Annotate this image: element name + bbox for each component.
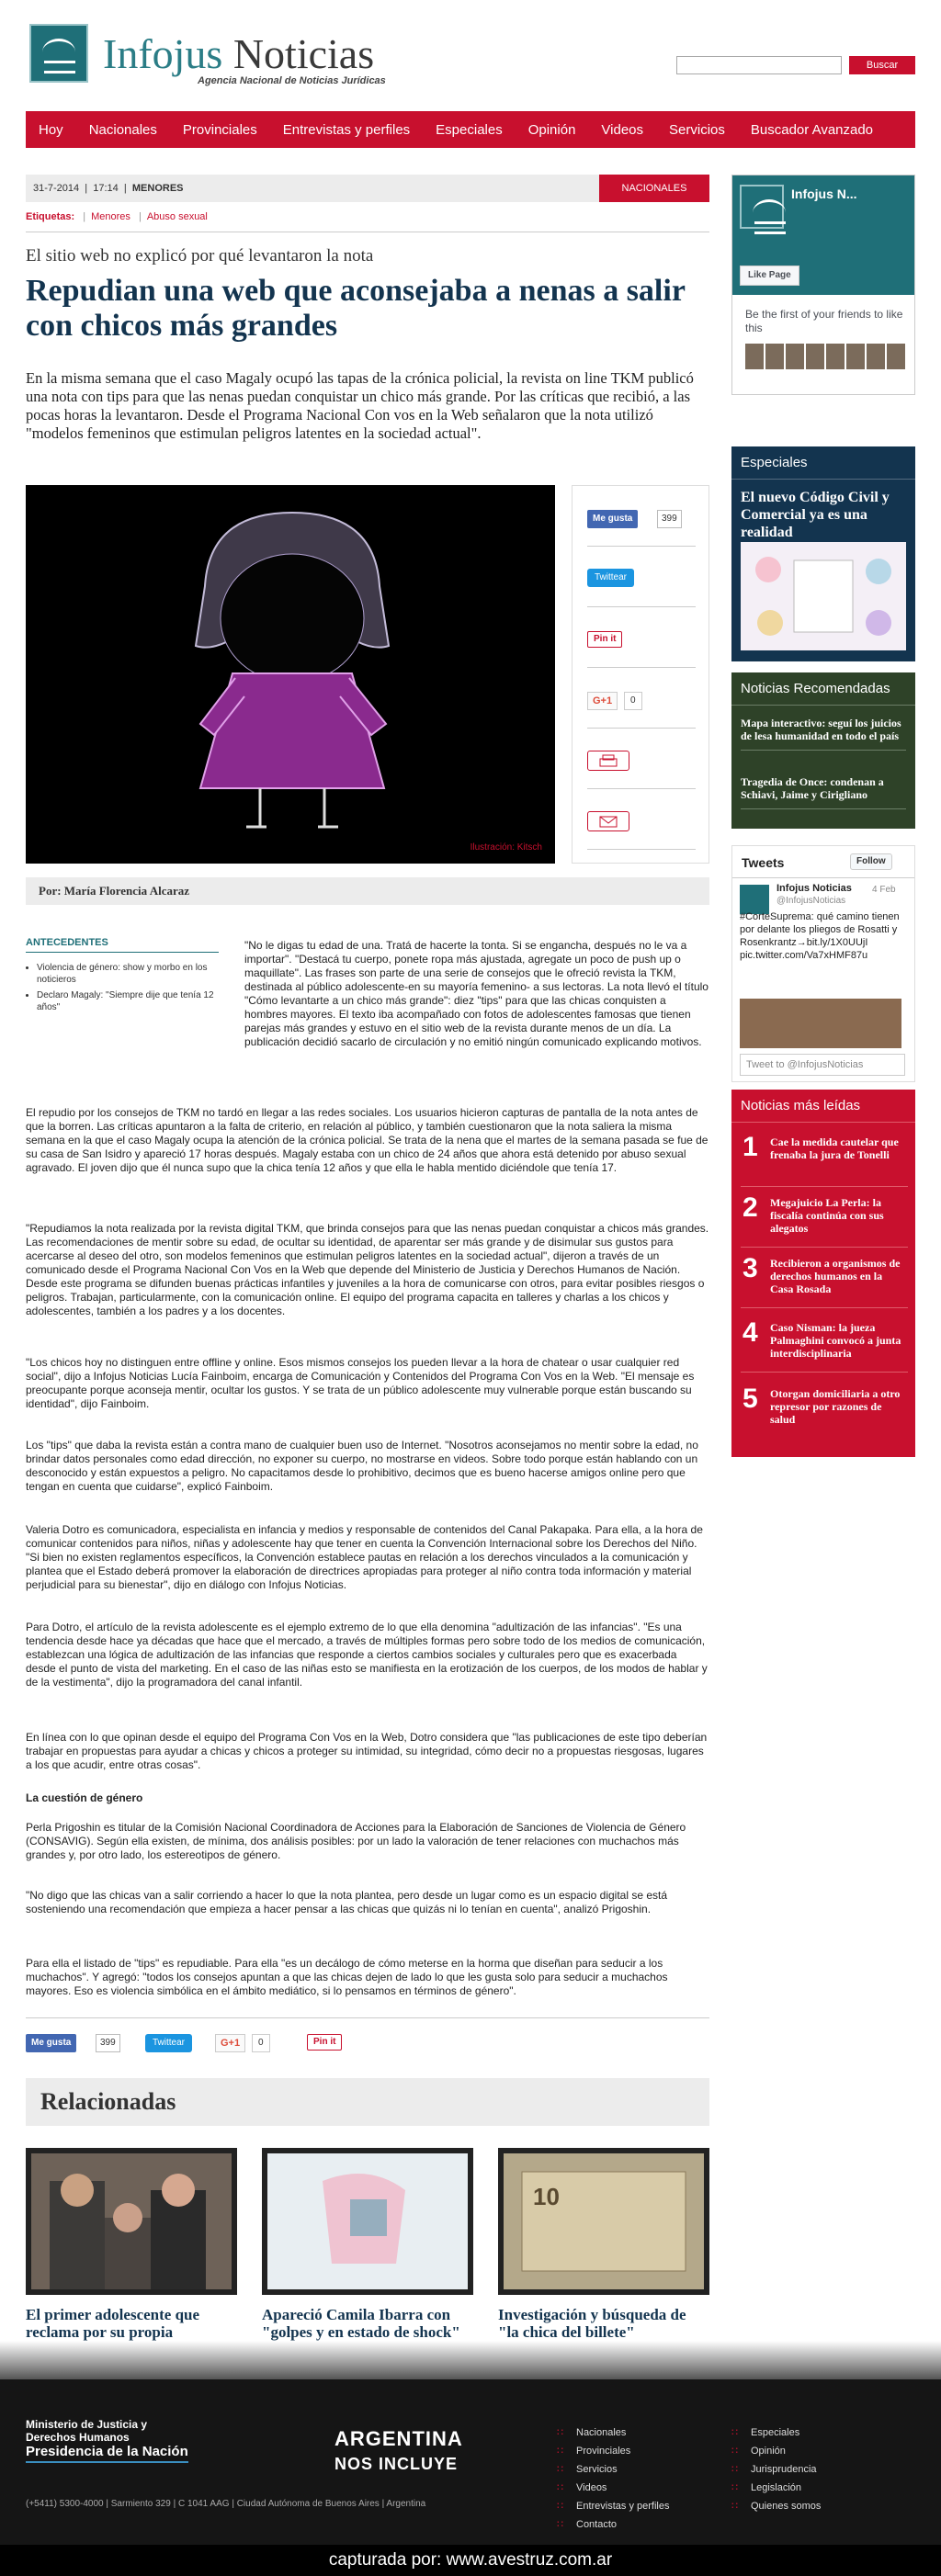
body-paragraph: Para Dotro, el artículo de la revista adolescente es el ejemplo extremo de lo que ella denomina "adultización de las infancias". "Es una tendencia desde hace ya décadas que hace que el mercado, a través de múltiples formas pero sobre todo de los medios de comunicación, establezcan una lógica de adultización de las infancias que responde a ciertos cambios sociales y culturales pero que es exacerbada desde el punto de vista del marketing. En el caso de las niñas esto se manifiesta en la erotización de los cuerpos, de los modos de hablar y de la vestimenta", dijo la programadora del canal infantil. bbox=[26, 1621, 708, 1689]
share-row-print bbox=[587, 729, 696, 789]
related-antecedentes bbox=[26, 937, 219, 1017]
tags-label: Etiquetas: bbox=[26, 211, 75, 222]
nav-item-buscador[interactable]: Buscador Avanzado bbox=[750, 121, 874, 138]
body-paragraph: El repudio por los consejos de TKM no tardó en llegar a las redes sociales. Los usuarios hicieron capturas de pantalla de la nota antes de que la borren. Las críticas apuntaron a la falta de criterio, en relación al público, y también cuestionaron que la nota saliera la misma semana en la que el caso Magaly ocupa la atención de la crónica policial. Se trata de la nena que el martes de la semana pasada se fue de su casa de San Isidro y apareció 17 horas después. Magaly estaba con un chico de 24 años que ahora está detenido por abuso sexual agravado. El joven dijo que él nunca supo que la chica tenía 12 años y que ella le habla mentido diciéndole que tenía 17. bbox=[26, 1106, 709, 1174]
footer-argentina: ARGENTINA bbox=[334, 2427, 463, 2450]
section-badge[interactable]: NACIONALES bbox=[599, 175, 709, 202]
facebook-page-name[interactable]: Infojus N... bbox=[791, 186, 857, 201]
twitter-widget bbox=[731, 845, 915, 1082]
print-icon[interactable] bbox=[587, 751, 629, 771]
especiales-image[interactable] bbox=[741, 542, 906, 650]
nav-item-entrevistas[interactable]: Entrevistas y perfiles bbox=[282, 121, 411, 138]
mas-leida-item[interactable]: 5 Otorgan domiciliaria a otro represor por razones de salud bbox=[743, 1384, 901, 1426]
twitter-follow-button[interactable]: Follow bbox=[850, 853, 892, 870]
email-icon[interactable] bbox=[587, 811, 629, 831]
tweets-title: Tweets bbox=[742, 855, 785, 870]
facebook-like-button[interactable]: Me gusta bbox=[26, 2034, 76, 2052]
googleplus-count: 0 bbox=[252, 2034, 270, 2052]
facebook-page-cover[interactable] bbox=[732, 175, 914, 295]
footer-link[interactable]: ∷ Legislación bbox=[731, 2482, 801, 2493]
share-row-pinterest bbox=[587, 607, 696, 668]
related-link[interactable]: • Declaro Magaly: "Siempre dije que tenía 12 años" bbox=[37, 989, 219, 1013]
googleplus-button[interactable]: G+1 bbox=[215, 2034, 245, 2052]
tag-link[interactable]: Menores bbox=[91, 211, 130, 222]
article-time: 17:14 bbox=[93, 183, 119, 194]
facebook-like-count: 399 bbox=[96, 2034, 120, 2052]
article-headline: Repudian una web que aconsejaba a nenas a salir con chicos más grandes bbox=[26, 274, 686, 343]
body-paragraph: Valeria Dotro es comunicadora, especialista en infancia y medios y responsable de contenidos del Canal Pakapaka. Para ella, a la hora de comunicar contenidos para niños, niñas y adolescente hay que tener en cuenta la Convención Internacional sobre los Derechos del Niño. "Si bien no existen reglamentos específicos, la Convención establece pautas en relación a los derechos vinculados a la comunicación y plantea que el Estado deberá promover la elaboración de directrices apropiadas para proteger al niño contra toda información y material perjudicial para su bienestar", dijo en diálogo con Infojus Noticias. bbox=[26, 1523, 703, 1591]
footer bbox=[0, 2379, 941, 2545]
tweet-author-name[interactable]: Infojus Noticias bbox=[777, 883, 852, 894]
body-paragraph: "No le digas tu edad de una. Tratá de hacerte la tonta. Si se engancha, después no le va a importar". "Destacá tu cuerpo, ponete ropa más ajustada, agregate un poco de push up o maquillate". Las frases son parte de una serie de consejos que le ofreció revista la TKM, destinada al público adolescente-en su mayoría femenino- a sus lectoras. La nota llevó el título "Cómo levantarte a un chico más grande": diez "tips" para que las chicas conquisten a hombres mayores. El texto iba acompañado con fotos de adolescentes famosas que tienen parejas más grandes y estuvo en el sitio web de la revista durante menos de un día. La publicación decidió sacarlo de circulación y no emitió ningún comunicado explicando motivos. bbox=[244, 939, 709, 1048]
article-tag-section[interactable]: MENORES bbox=[131, 183, 184, 194]
pinterest-button[interactable]: Pin it bbox=[307, 2034, 342, 2051]
footer-ministry[interactable]: Ministerio de Justicia y Derechos Humanos bbox=[26, 2418, 148, 2444]
footer-links-col2 bbox=[731, 2423, 821, 2515]
site-subtitle: Agencia Nacional de Noticias Jurídicas bbox=[198, 75, 386, 86]
related-title: ANTECEDENTES bbox=[26, 937, 219, 953]
nav-item-hoy[interactable]: Hoy bbox=[39, 121, 63, 138]
body-subhead: La cuestión de género bbox=[26, 1791, 143, 1804]
tags-row: Etiquetas: | Menores | Abuso sexual bbox=[26, 211, 208, 222]
footer-link[interactable]: ∷ Opinión bbox=[731, 2446, 786, 2457]
related-caption[interactable]: Apareció Camila Ibarra con "golpes y en estado de shock" bbox=[262, 2306, 460, 2341]
related-thumbnail[interactable] bbox=[262, 2148, 473, 2295]
facebook-page-widget[interactable] bbox=[731, 175, 915, 395]
capture-credit: capturada por: www.avestruz.com.ar bbox=[0, 2545, 941, 2576]
share-row-twitter bbox=[587, 547, 696, 607]
mas-leidas-title: Noticias más leídas bbox=[731, 1090, 915, 1123]
body-paragraph: "Los chicos hoy no distinguen entre offline y online. Esos mismos consejos los pueden llevar a la hora de chatear o usar cualquier red social", dijo a Infojus Noticias Lucía Fainboim, encarga de Comunicación y Contenidos del Programa Con Vos en la Web. "El mensaje es preocupante porque aconseja mentir, ocultar los gustos. Y se trata de un público adolescente muy vulnerable porque están buscando su identidad", dijo Fainboim. bbox=[26, 1356, 695, 1410]
article-date: 31-7-2014 bbox=[33, 183, 80, 194]
facebook-page-like-button[interactable]: Like Page bbox=[740, 266, 799, 286]
nav-item-servicios[interactable]: Servicios bbox=[669, 121, 725, 138]
related-thumbnail[interactable] bbox=[498, 2148, 709, 2295]
facebook-like-button[interactable]: Me gusta bbox=[587, 510, 638, 528]
article-kicker: El sitio web no explicó por qué levantaron la nota bbox=[26, 246, 374, 266]
related-caption[interactable]: El primer adolescente que reclama por su propia bbox=[26, 2306, 200, 2341]
bottom-share-bar bbox=[26, 2034, 709, 2054]
main-nav bbox=[26, 111, 915, 148]
girl-illustration bbox=[26, 485, 555, 864]
article-author: Por: María Florencia Alcaraz bbox=[26, 877, 709, 905]
mas-leida-item[interactable]: 4 Caso Nisman: la jueza Palmaghini convocó a junta interdisciplinaria bbox=[741, 1316, 908, 1373]
related-card[interactable] bbox=[262, 2148, 473, 2358]
related-link[interactable]: • Violencia de género: show y morbo en los noticieros bbox=[37, 962, 219, 986]
nav-item-videos[interactable]: Videos bbox=[601, 121, 644, 138]
recomendada-link[interactable]: Tragedia de Once: condenan a Schiavi, Jaime y Cirigliano bbox=[741, 775, 906, 809]
svg-text:10: 10 bbox=[533, 2183, 560, 2210]
tweet-photo[interactable] bbox=[740, 999, 901, 1048]
relacionadas-title: Relacionadas bbox=[26, 2078, 709, 2126]
mas-leida-item[interactable]: 3 Recibieron a organismos de derechos humanos en la Casa Rosada bbox=[741, 1251, 908, 1308]
footer-link[interactable]: ∷ Videos bbox=[557, 2482, 607, 2493]
tweet-date[interactable]: 4 Feb bbox=[872, 885, 896, 895]
share-row-googleplus bbox=[587, 668, 696, 729]
footer-link[interactable]: ∷ Contacto bbox=[557, 2519, 617, 2530]
infojus-logo-icon bbox=[740, 185, 784, 229]
nav-item-opinion[interactable]: Opinión bbox=[527, 121, 576, 138]
recomendadas-box bbox=[731, 672, 915, 829]
footer-link[interactable]: ∷ Entrevistas y perfiles bbox=[557, 2501, 669, 2512]
tweet-to-input[interactable]: Tweet to @InfojusNoticias bbox=[740, 1054, 905, 1076]
facebook-like-count: 399 bbox=[657, 510, 682, 528]
related-caption[interactable]: Investigación y búsqueda de "la chica del billete" bbox=[498, 2306, 686, 2341]
footer-gradient bbox=[0, 2341, 941, 2379]
facebook-friend-faces bbox=[745, 344, 905, 369]
mas-leida-item[interactable]: 2 Megajuicio La Perla: la fiscalía continúa con sus alegatos bbox=[741, 1191, 908, 1248]
footer-address: (+5411) 5300-4000 | Sarmiento 329 | C 1041 AAG | Ciudad Autónoma de Buenos Aires | Argentina bbox=[26, 2499, 426, 2509]
recomendada-link[interactable]: Mapa interactivo: seguí los juicios de lesa humanidad en todo el país bbox=[741, 717, 906, 751]
related-card[interactable] bbox=[498, 2148, 709, 2341]
site-logo-title[interactable]: Infojus Noticias bbox=[103, 30, 375, 77]
body-paragraph: "Repudiamos la nota realizada por la revista digital TKM, que brinda consejos para que las nenas puedan conquistar a chicos más grandes. Las recomendaciones de mentir sobre su edad, de ocultar su identidad, de aparentar ser más grande y de disimular sus gustos para acercarse al deseo del otro, son modelos femeninos que estimulan peligros latentes en la sociedad actual", dijeron a través de un comunicado desde el Programa Nacional Con Vos en la Web que depende del Ministerio de Justicia y Derechos Humanos de Nación. Desde este programa se difunden buenas prácticas infantiles y juveniles a la hora de comunicarse con otros, para evitar posibles riesgos o peligros. Trabajan, particularmente, con la comunicación online. El equipo del programa capacita en talleres y charlas a los chicos y adolescentes, también a los padres y a los docentes. bbox=[26, 1222, 709, 1317]
especiales-headline[interactable]: El nuevo Código Civil y Comercial ya es una realidad bbox=[741, 490, 890, 540]
body-paragraph: Para ella el listado de "tips" es repudiable. Para ella "es un decálogo de cómo meterse en la horma que diseñan para seducir a los muchachos". Y agregó: "todos los consejos apuntan a que las chicas dejen de lado lo que les gusta solo para seducir a muchachos mayores. Eso es violencia simbólica en el ámbito mediático, si lo pensamos en términos de género". bbox=[26, 1957, 668, 1997]
related-card[interactable] bbox=[26, 2148, 237, 2358]
footer-link[interactable]: ∷ Quienes somos bbox=[731, 2501, 821, 2512]
footer-link[interactable]: ∷ Provinciales bbox=[557, 2446, 630, 2457]
share-row-facebook bbox=[587, 486, 696, 547]
pinterest-button[interactable]: Pin it bbox=[587, 631, 622, 648]
mas-leidas-box bbox=[731, 1090, 915, 1457]
search-button[interactable]: Buscar bbox=[849, 56, 915, 74]
nav-item-especiales[interactable]: Especiales bbox=[436, 121, 503, 138]
related-thumbnail[interactable] bbox=[26, 2148, 237, 2295]
tweet-text: #CorteSuprema: qué camino tienen por delante los pliegos de Rosatti y Rosenkrantz→bit.ly/1X0UUjI pic.twitter.com/Va7xHMF87u bbox=[740, 911, 900, 961]
especiales-title: Especiales bbox=[731, 446, 915, 480]
footer-nos-incluye: NOS INCLUYE bbox=[334, 2455, 459, 2473]
divider bbox=[26, 2017, 709, 2018]
footer-links-col1 bbox=[557, 2423, 669, 2534]
body-paragraph: Los "tips" que daba la revista están a contra mano de cualquier buen uso de Internet. "Nosotros aconsejamos no mentir sobre la edad, no brindar datos personales como edad dirección, no exponer su cuerpo, no mostrarse en videos. Sobre todo porque están hablando con un desconocido y están expuestos a peligro. No capacitamos desde lo prohibitivo, decimos que es bueno hacerse amigos online pero que tengan en cuenta que cuidarse", explicó Fainboim. bbox=[26, 1439, 698, 1493]
article-illustration[interactable] bbox=[26, 485, 555, 864]
footer-link[interactable]: ∷ Jurisprudencia bbox=[731, 2464, 817, 2475]
share-row-email bbox=[587, 789, 696, 850]
article-lead: En la misma semana que el caso Magaly ocupó las tapas de la crónica policial, la revista on line TKM publicó una nota con tips para que las nenas puedan conquistar un chico más grande. Por las críticas que recibió, a las pocas horas la levantaron. Desde el Programa Nacional Con vos en la Web señalaron que la nota utilizó "modelos femeninos que estimulan peligros latentes en la sociedad actual". bbox=[26, 369, 694, 442]
infojus-logo-icon[interactable] bbox=[29, 24, 88, 83]
image-credit: Ilustración: Kitsch bbox=[470, 842, 542, 853]
twitter-share-button[interactable]: Twittear bbox=[145, 2034, 192, 2052]
body-paragraph: En línea con lo que opinan desde el equipo del Programa Con Vos en la Web, Dotro considera que "las publicaciones de este tipo deberían trabajar en propuestas para ayudar a chicas y chicos a proteger su intimidad, su integridad, cómo decir no a propuestas riesgosas, lugares a los que acudir, entre otras cosas". bbox=[26, 1731, 708, 1771]
share-column bbox=[572, 485, 709, 864]
mas-leida-item[interactable]: 1 Cae la medida cautelar que frenaba la jura de Tonelli bbox=[741, 1130, 908, 1187]
footer-link[interactable]: ∷ Nacionales bbox=[557, 2427, 626, 2438]
tag-link[interactable]: Abuso sexual bbox=[146, 211, 208, 222]
recomendadas-title: Noticias Recomendadas bbox=[731, 672, 915, 706]
footer-presidency[interactable]: Presidencia de la Nación bbox=[26, 2444, 188, 2463]
googleplus-button[interactable]: G+1 bbox=[587, 692, 618, 710]
article-date-bar: 31-7-2014 | 17:14 | MENORES bbox=[26, 175, 709, 202]
nav-item-nacionales[interactable]: Nacionales bbox=[88, 121, 157, 138]
googleplus-count: 0 bbox=[624, 692, 642, 710]
footer-link[interactable]: ∷ Servicios bbox=[557, 2464, 618, 2475]
nav-item-provinciales[interactable]: Provinciales bbox=[182, 121, 257, 138]
body-paragraph: Perla Prigoshin es titular de la Comisión Nacional Coordinadora de Acciones para la Elaboración de Sanciones de Violencia de Género (CONSAVIG). Según ella existen, de mínima, dos análisis posibles: por un lado la valoración de tener relaciones con muchachos más grandes y, por otro lado, los estereotipos de género. bbox=[26, 1821, 686, 1861]
twitter-share-button[interactable]: Twittear bbox=[587, 569, 634, 587]
body-paragraph: "No digo que las chicas van a salir corriendo a hacer lo que la nota plantea, pero desde un lugar como es un espacio digital se está sosteniendo una recomendación que empieza a hacer pensar a las chicas que quizás ni lo tenían en cuenta", analizó Prigoshin. bbox=[26, 1889, 668, 1915]
footer-link[interactable]: ∷ Especiales bbox=[731, 2427, 799, 2438]
search-input[interactable] bbox=[676, 56, 842, 74]
tweet-author-handle[interactable]: @InfojusNoticias bbox=[777, 896, 846, 906]
facebook-friends-text: Be the first of your friends to like this bbox=[745, 308, 903, 334]
especiales-box bbox=[731, 446, 915, 661]
